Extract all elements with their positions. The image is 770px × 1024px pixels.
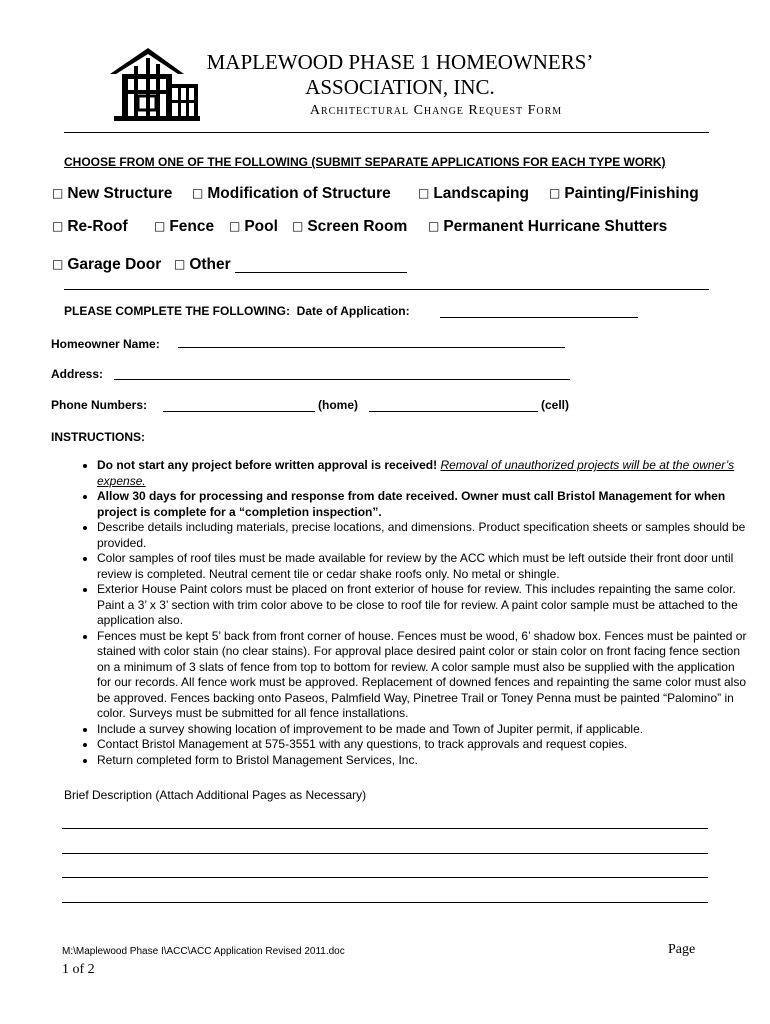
checkbox-icon: □	[549, 186, 561, 200]
option-painting-finishing[interactable]: □ Painting/Finishing	[549, 185, 699, 202]
description-line-4[interactable]	[62, 902, 708, 903]
date-of-application-field[interactable]	[440, 317, 638, 318]
checkbox-icon: □	[52, 219, 64, 233]
checkbox-icon: □	[292, 219, 304, 233]
option-pool[interactable]: □ Pool	[229, 218, 278, 235]
footer-file-path: M:\Maplewood Phase I\ACC\ACC Application Revised 2011.doc	[62, 946, 345, 957]
option-screen-room[interactable]: □ Screen Room	[292, 218, 408, 235]
checkbox-icon: □	[154, 219, 166, 233]
checkbox-icon: □	[229, 219, 241, 233]
list-item: • Color samples of roof tiles must be made available for review by the ACC which must be left outside their front door until review is completed. Neutral cement tile or cedar shake roofs only. No metal or shingle.	[97, 551, 747, 582]
address-field[interactable]	[114, 379, 570, 380]
option-other[interactable]: □ Other	[174, 256, 231, 273]
association-title-line2: ASSOCIATION, INC.	[305, 75, 495, 99]
checkbox-icon: □	[52, 186, 64, 200]
list-item: • Include a survey showing location of improvement to be made and Town of Jupiter permit, if applicable.	[97, 722, 747, 738]
list-item: • Return completed form to Bristol Management Services, Inc.	[97, 753, 747, 769]
list-item: • Contact Bristol Management at 575-3551 with any questions, to track approvals and request copies.	[97, 737, 747, 753]
list-item: • Exterior House Paint colors must be placed on front exterior of house for review. This includes repainting the same color. Paint a 3’ x 3’ section with trim color above to be close to roof tile for review. A paint color sample must be attached to the application also.	[97, 582, 747, 629]
header-divider	[64, 132, 709, 133]
list-item: • Allow 30 days for processing and response from date received. Owner must call Bristol Management for when project is complete for a “completion inspection”.	[97, 489, 747, 520]
option-landscaping[interactable]: □ Landscaping	[418, 185, 529, 202]
option-fence[interactable]: □ Fence	[154, 218, 215, 235]
description-line-2[interactable]	[62, 853, 708, 854]
phone-numbers-label: Phone Numbers:	[51, 398, 148, 412]
association-title-line1: MAPLEWOOD PHASE 1 HOMEOWNERS’	[206, 50, 594, 74]
footer-page-label: Page	[668, 942, 696, 957]
list-item: • Do not start any project before written approval is received! Removal of unauthorized projects will be at the owner’s expense.	[97, 458, 747, 489]
homeowner-name-field[interactable]	[178, 347, 565, 348]
other-blank-line[interactable]	[235, 272, 407, 273]
instructions-title: INSTRUCTIONS:	[51, 430, 145, 444]
options-divider	[64, 289, 709, 290]
please-complete-label: PLEASE COMPLETE THE FOLLOWING: Date of Application:	[64, 304, 410, 318]
cell-label: (cell)	[541, 398, 570, 412]
checkbox-icon: □	[174, 257, 186, 271]
description-line-3[interactable]	[62, 877, 708, 878]
option-permanent-hurricane-shutters[interactable]: □ Permanent Hurricane Shutters	[428, 218, 668, 235]
homeowner-name-label: Homeowner Name:	[51, 337, 160, 351]
choose-heading: CHOOSE FROM ONE OF THE FOLLOWING (SUBMIT SEPARATE APPLICATIONS FOR EACH TYPE WORK)	[64, 155, 666, 169]
footer-page-number: 1 of 2	[62, 962, 95, 977]
checkbox-icon: □	[192, 186, 204, 200]
checkbox-icon: □	[52, 257, 64, 271]
instructions-list	[60, 458, 747, 768]
list-item: • Fences must be kept 5’ back from front corner of house. Fences must be wood, 6’ shadow box. Fences must be painted or stained with color stain (no clear stains). For approval place desired paint color or stain color on front facing fence section on a minimum of 3 slats of fence from top to bottom for review. A color sample must also be supplied with the application for our records. All fence work must be approved. Replacement of downed fences and repainting the same color must also be approved. Fences backing onto Paseos, Palmfield Way, Pinetree Trail or Toney Penna must be painted “Palomino” in color. Surveys must be submitted for all fence installations.	[97, 629, 747, 722]
option-re-roof[interactable]: □ Re-Roof	[52, 218, 128, 235]
home-label: (home)	[318, 398, 358, 412]
option-modification-of-structure[interactable]: □ Modification of Structure	[192, 185, 391, 202]
checkbox-icon: □	[428, 219, 440, 233]
form-subtitle: Architectural Change Request Form	[309, 103, 563, 118]
address-label: Address:	[51, 367, 104, 381]
list-item: • Describe details including materials, precise locations, and dimensions. Product specification sheets or samples should be provided.	[97, 520, 747, 551]
option-new-structure[interactable]: □ New Structure	[52, 185, 173, 202]
brief-description-label: Brief Description (Attach Additional Pages as Necessary)	[64, 788, 367, 802]
checkbox-icon: □	[418, 186, 430, 200]
description-line-1[interactable]	[62, 828, 708, 829]
option-garage-door[interactable]: □ Garage Door	[52, 256, 162, 273]
home-phone-field[interactable]	[163, 411, 315, 412]
cell-phone-field[interactable]	[369, 411, 538, 412]
house-logo-icon	[108, 44, 202, 122]
